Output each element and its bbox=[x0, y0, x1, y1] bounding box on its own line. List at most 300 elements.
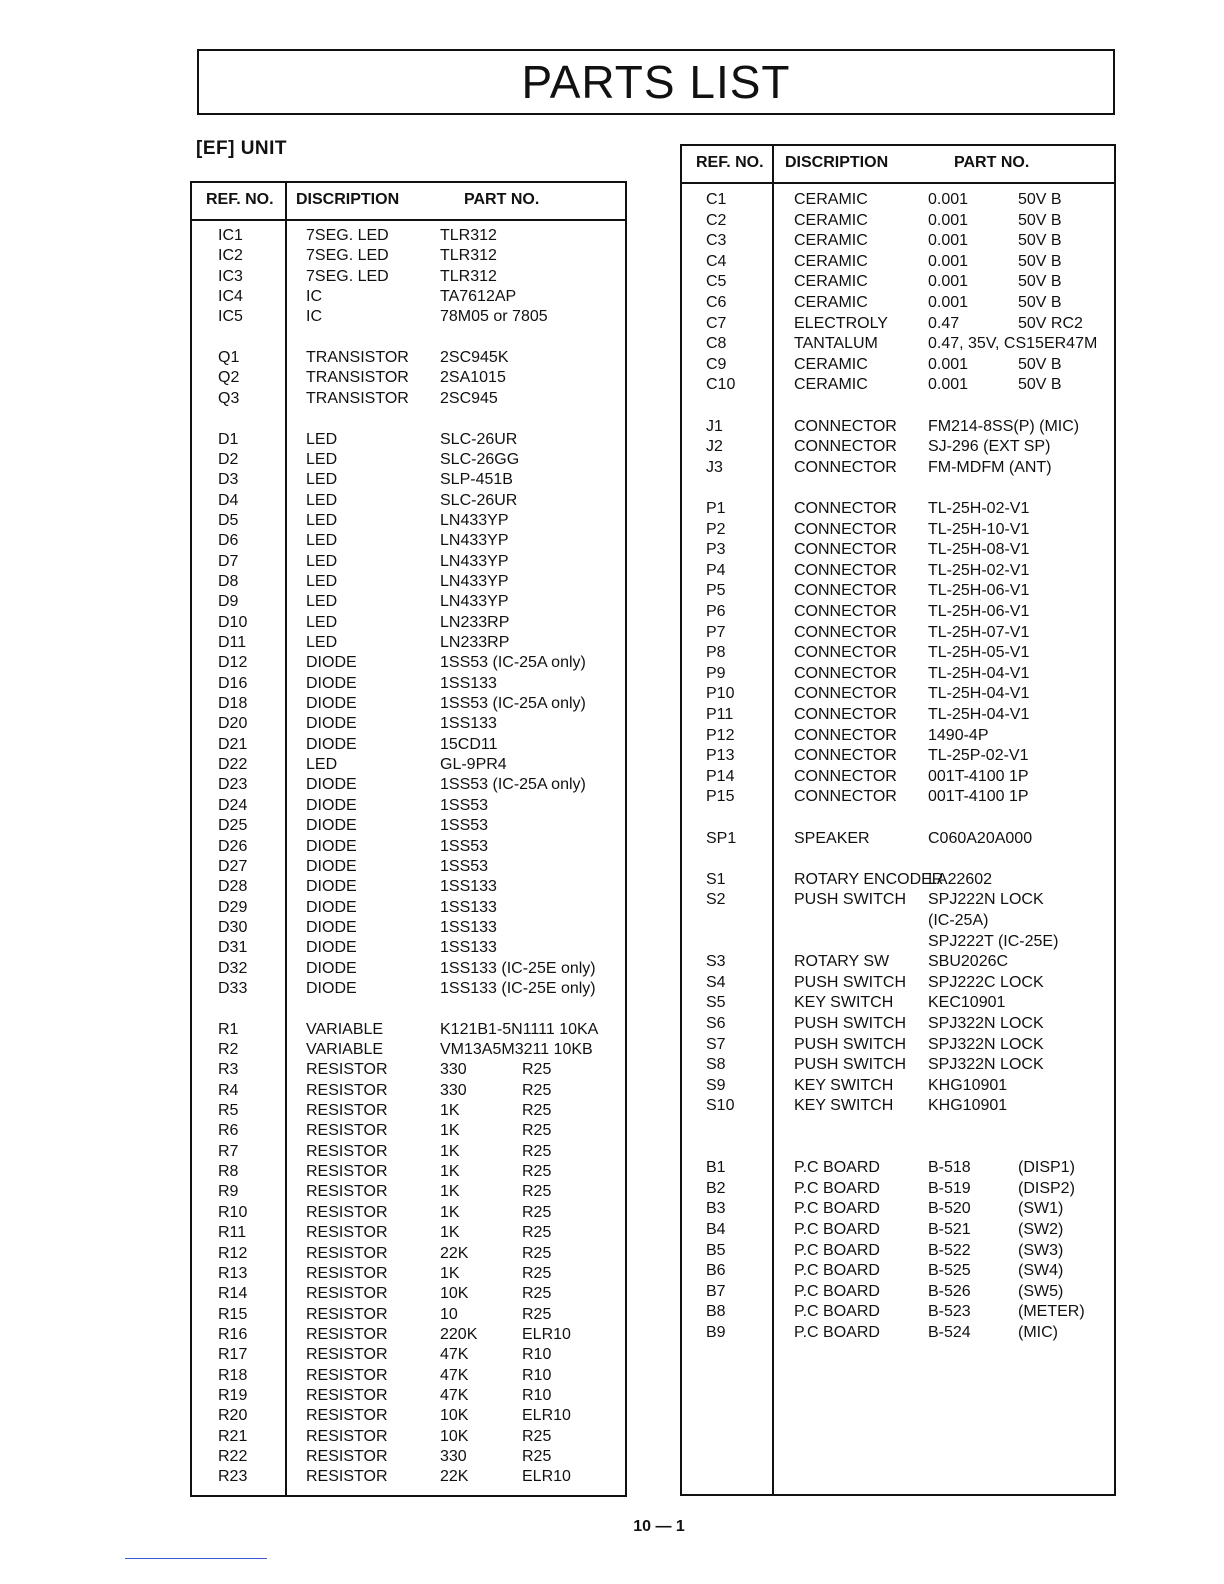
ref-cell: D21 bbox=[218, 735, 248, 753]
table-row bbox=[682, 726, 1114, 746]
spec-cell: R25 bbox=[522, 1203, 552, 1221]
ref-cell: S1 bbox=[706, 870, 726, 888]
ref-cell: P15 bbox=[706, 788, 735, 806]
part-cell: TLR312 bbox=[440, 247, 497, 265]
table-row bbox=[192, 959, 625, 979]
part-cell: SLC-26GG bbox=[440, 450, 520, 468]
ref-cell: P13 bbox=[706, 747, 735, 765]
part-cell: 1SS53 (IC-25A only) bbox=[440, 776, 586, 794]
page-number: 10 — 1 bbox=[633, 1518, 685, 1535]
part-cell: B-526 bbox=[928, 1282, 971, 1300]
spec-cell: ELR10 bbox=[522, 1325, 571, 1343]
part-cell: 2SA1015 bbox=[440, 369, 506, 387]
table-row bbox=[192, 1101, 625, 1121]
table-row bbox=[682, 643, 1114, 663]
part-cell: SPJ222T (IC-25E) bbox=[928, 932, 1059, 950]
part-cell: 0.001 bbox=[928, 376, 969, 394]
ref-cell: B2 bbox=[706, 1179, 726, 1197]
left-table-header bbox=[192, 183, 625, 221]
desc-cell: CONNECTOR bbox=[794, 520, 897, 538]
desc-cell: P.C BOARD bbox=[794, 1159, 880, 1177]
part-cell: 10K bbox=[440, 1407, 469, 1425]
desc-cell: CERAMIC bbox=[794, 273, 868, 291]
desc-header: DISCRIPTION bbox=[785, 154, 889, 171]
part-cell: B-521 bbox=[928, 1221, 971, 1238]
ref-cell: IC3 bbox=[218, 267, 243, 285]
desc-cell: DIODE bbox=[306, 715, 357, 733]
ref-cell: P3 bbox=[706, 541, 726, 559]
spec-cell: 50V B bbox=[1018, 376, 1062, 394]
desc-cell: TANTALUM bbox=[794, 335, 878, 353]
ref-cell: R6 bbox=[218, 1122, 239, 1140]
part-cell: 1SS133 (IC-25E only) bbox=[440, 959, 596, 977]
part-cell: 1SS53 bbox=[440, 837, 489, 855]
table-row bbox=[192, 572, 625, 592]
desc-cell: CONNECTOR bbox=[794, 582, 897, 600]
table-row bbox=[192, 307, 625, 327]
desc-cell: CONNECTOR bbox=[794, 664, 897, 682]
spec-cell: R25 bbox=[522, 1183, 552, 1201]
spec-cell: 50V B bbox=[1018, 355, 1062, 373]
table-row bbox=[682, 1179, 1114, 1199]
desc-cell: CERAMIC bbox=[794, 211, 868, 229]
ref-cell: P10 bbox=[706, 685, 735, 703]
part-cell: 1SS133 bbox=[440, 939, 497, 957]
ref-cell: S6 bbox=[706, 1015, 726, 1032]
part-cell: SPJ222C LOCK bbox=[928, 973, 1044, 991]
ref-cell: S3 bbox=[706, 953, 726, 971]
part-cell: 1SS53 bbox=[440, 796, 489, 814]
ref-cell: IC2 bbox=[218, 247, 243, 265]
desc-cell: RESISTOR bbox=[306, 1244, 388, 1262]
ref-cell: S7 bbox=[706, 1035, 726, 1053]
table-row bbox=[192, 816, 625, 836]
table-row bbox=[682, 437, 1114, 457]
spec-cell: 50V B bbox=[1018, 252, 1062, 270]
table-row bbox=[192, 1305, 625, 1325]
spec-cell: R25 bbox=[522, 1305, 552, 1323]
table-row bbox=[682, 932, 1114, 952]
table-row bbox=[192, 674, 625, 694]
part-cell: 0.47 bbox=[928, 314, 960, 332]
ref-cell: D28 bbox=[218, 878, 248, 896]
ref-cell: R3 bbox=[218, 1061, 239, 1079]
table-row bbox=[192, 918, 625, 938]
table-row bbox=[682, 1323, 1114, 1343]
table-row bbox=[682, 993, 1114, 1013]
desc-cell: RESISTOR bbox=[306, 1163, 388, 1181]
table-row bbox=[682, 1261, 1114, 1281]
table-row bbox=[682, 190, 1114, 210]
part-cell: TA7612AP bbox=[440, 288, 517, 306]
part-cell: 1K bbox=[440, 1224, 460, 1242]
part-cell: 1SS133 bbox=[440, 898, 497, 916]
desc-cell: LED bbox=[306, 491, 338, 509]
part-cell: 001T-4100 1P bbox=[928, 788, 1029, 806]
part-cell: LN433YP bbox=[440, 532, 509, 550]
spec-cell: (SW3) bbox=[1018, 1241, 1064, 1259]
table-row bbox=[682, 417, 1114, 437]
ref-cell: C6 bbox=[706, 294, 727, 311]
table-row bbox=[682, 1096, 1114, 1116]
ref-cell: B4 bbox=[706, 1221, 726, 1238]
table-row bbox=[192, 450, 625, 470]
spec-cell: R25 bbox=[522, 1142, 552, 1160]
ref-cell: D9 bbox=[218, 593, 239, 611]
table-row bbox=[682, 1241, 1114, 1261]
table-row bbox=[682, 602, 1114, 622]
desc-cell: VARIABLE bbox=[306, 1020, 384, 1038]
desc-cell: RESISTOR bbox=[306, 1102, 388, 1120]
part-cell: 1SS53 bbox=[440, 857, 489, 875]
part-cell: SPJ322N LOCK bbox=[928, 1015, 1044, 1032]
part-cell: 0.001 bbox=[928, 252, 969, 270]
ref-cell: R15 bbox=[218, 1305, 248, 1323]
desc-cell: CONNECTOR bbox=[794, 623, 897, 641]
desc-cell: LED bbox=[306, 532, 338, 550]
desc-cell: LED bbox=[306, 634, 338, 651]
ref-cell: S2 bbox=[706, 891, 726, 909]
desc-cell: CONNECTOR bbox=[794, 603, 897, 620]
ref-cell: D24 bbox=[218, 796, 248, 814]
table-row bbox=[682, 911, 1114, 931]
ref-cell: D2 bbox=[218, 450, 239, 468]
ref-cell: P14 bbox=[706, 767, 735, 785]
desc-cell: KEY SWITCH bbox=[794, 1076, 894, 1094]
desc-cell: CONNECTOR bbox=[794, 438, 897, 456]
desc-header: DISCRIPTION bbox=[296, 191, 400, 208]
ref-cell: B1 bbox=[706, 1159, 726, 1177]
part-cell: 1SS133 (IC-25E only) bbox=[440, 979, 596, 997]
part-cell: TL-25H-04-V1 bbox=[928, 685, 1030, 703]
table-row bbox=[682, 540, 1114, 560]
desc-cell: CERAMIC bbox=[794, 355, 868, 373]
desc-cell: PUSH SWITCH bbox=[794, 973, 906, 991]
ref-cell: R4 bbox=[218, 1081, 239, 1099]
spec-cell: 50V B bbox=[1018, 211, 1062, 229]
desc-cell: DIODE bbox=[306, 735, 357, 753]
table-row bbox=[682, 1158, 1114, 1178]
desc-cell: CERAMIC bbox=[794, 232, 868, 250]
part-cell: 1SS53 bbox=[440, 817, 489, 835]
desc-cell: DIODE bbox=[306, 898, 357, 916]
part-cell: B-525 bbox=[928, 1262, 971, 1280]
desc-cell: P.C BOARD bbox=[794, 1262, 880, 1280]
part-cell: 1K bbox=[440, 1183, 460, 1201]
desc-cell: LED bbox=[306, 593, 338, 611]
ref-cell: C1 bbox=[706, 191, 727, 208]
ref-cell: R1 bbox=[218, 1020, 239, 1038]
part-cell: (IC-25A) bbox=[928, 912, 989, 929]
part-cell: 1K bbox=[440, 1163, 460, 1181]
ref-cell: D18 bbox=[218, 695, 248, 713]
ref-cell: P5 bbox=[706, 582, 726, 600]
desc-cell: DIODE bbox=[306, 959, 357, 977]
table-row bbox=[192, 1162, 625, 1182]
ref-cell: P4 bbox=[706, 561, 726, 579]
desc-cell: CONNECTOR bbox=[794, 747, 897, 765]
part-cell: 220K bbox=[440, 1325, 478, 1343]
part-cell: GL-9PR4 bbox=[440, 756, 507, 774]
ref-cell: R7 bbox=[218, 1142, 239, 1160]
ref-cell: P11 bbox=[706, 706, 734, 723]
table-row bbox=[682, 684, 1114, 704]
part-cell: LN433YP bbox=[440, 552, 509, 570]
table-row bbox=[192, 531, 625, 551]
table-row bbox=[682, 623, 1114, 643]
part-cell: 1SS53 (IC-25A only) bbox=[440, 654, 586, 672]
desc-cell: 7SEG. LED bbox=[306, 267, 389, 285]
part-cell: SPJ322N LOCK bbox=[928, 1035, 1044, 1053]
ref-cell: P6 bbox=[706, 603, 726, 620]
desc-cell: CONNECTOR bbox=[794, 561, 897, 579]
desc-cell: RESISTOR bbox=[306, 1305, 388, 1323]
part-cell: SJ-296 (EXT SP) bbox=[928, 438, 1051, 456]
desc-cell: CONNECTOR bbox=[794, 541, 897, 559]
table-row bbox=[192, 857, 625, 877]
desc-cell: RESISTOR bbox=[306, 1285, 388, 1303]
desc-cell: ROTARY ENCODER bbox=[794, 870, 944, 888]
table-row bbox=[192, 1121, 625, 1141]
ref-cell: C4 bbox=[706, 252, 727, 270]
table-row bbox=[682, 458, 1114, 478]
part-header: PART NO. bbox=[954, 154, 1030, 171]
desc-cell: LED bbox=[306, 450, 338, 468]
ref-cell: D26 bbox=[218, 837, 248, 855]
desc-cell: LED bbox=[306, 511, 338, 529]
part-cell: 1K bbox=[440, 1142, 460, 1160]
ref-cell: D8 bbox=[218, 572, 239, 590]
ref-cell: R12 bbox=[218, 1244, 248, 1262]
spec-cell: R25 bbox=[522, 1448, 552, 1465]
ref-cell: B5 bbox=[706, 1241, 726, 1259]
part-cell: TLR312 bbox=[440, 227, 497, 244]
ref-cell: C2 bbox=[706, 211, 727, 229]
ref-cell: P12 bbox=[706, 726, 735, 744]
ref-cell: D20 bbox=[218, 715, 248, 733]
part-cell: 1SS133 bbox=[440, 674, 497, 692]
part-cell: 0.001 bbox=[928, 232, 969, 250]
ref-cell: Q3 bbox=[218, 389, 240, 407]
table-row bbox=[192, 1223, 625, 1243]
table-row bbox=[192, 1264, 625, 1284]
table-row bbox=[192, 226, 625, 246]
table-row bbox=[192, 511, 625, 531]
desc-cell: ROTARY SW bbox=[794, 953, 890, 971]
desc-cell: RESISTOR bbox=[306, 1264, 388, 1282]
spec-cell: (METER) bbox=[1018, 1303, 1085, 1321]
part-cell: 1490-4P bbox=[928, 726, 989, 744]
part-cell: KHG10901 bbox=[928, 1097, 1008, 1115]
table-row bbox=[682, 973, 1114, 993]
ref-cell: J1 bbox=[706, 417, 723, 435]
ref-cell: R5 bbox=[218, 1102, 239, 1120]
spec-cell: R25 bbox=[522, 1264, 552, 1282]
table-row bbox=[682, 746, 1114, 766]
ref-cell: C10 bbox=[706, 376, 736, 394]
table-row bbox=[682, 1014, 1114, 1034]
table-row bbox=[192, 287, 625, 307]
part-cell: 22K bbox=[440, 1468, 469, 1486]
desc-cell: CERAMIC bbox=[794, 252, 868, 270]
ref-cell: D11 bbox=[218, 634, 247, 651]
ref-cell: D23 bbox=[218, 776, 248, 794]
table-row bbox=[682, 1220, 1114, 1240]
part-cell: B-519 bbox=[928, 1179, 971, 1197]
spec-cell: R25 bbox=[522, 1102, 552, 1120]
table-row bbox=[192, 877, 625, 897]
table-row bbox=[192, 1406, 625, 1426]
ref-cell: D7 bbox=[218, 552, 239, 570]
ref-cell: S10 bbox=[706, 1097, 735, 1115]
part-cell: LN433YP bbox=[440, 572, 509, 590]
ref-cell: IC1 bbox=[218, 227, 243, 244]
table-row bbox=[682, 1199, 1114, 1219]
table-row bbox=[682, 1055, 1114, 1075]
ref-cell: D1 bbox=[218, 430, 239, 448]
part-cell: C060A20A000 bbox=[928, 829, 1033, 847]
part-cell: 15CD11 bbox=[440, 735, 498, 753]
table-row bbox=[192, 1325, 625, 1345]
ref-cell: D10 bbox=[218, 613, 248, 631]
ref-cell: D4 bbox=[218, 491, 239, 509]
desc-cell: RESISTOR bbox=[306, 1224, 388, 1242]
spec-cell: 50V B bbox=[1018, 294, 1062, 311]
part-cell: 78M05 or 7805 bbox=[440, 308, 548, 326]
desc-cell: RESISTOR bbox=[306, 1122, 388, 1140]
part-cell: TL-25H-06-V1 bbox=[928, 582, 1030, 600]
part-cell: 001T-4100 1P bbox=[928, 767, 1029, 785]
ref-cell: SP1 bbox=[706, 829, 737, 847]
desc-cell: CONNECTOR bbox=[794, 500, 897, 517]
spec-cell: R10 bbox=[522, 1366, 552, 1384]
desc-cell: TRANSISTOR bbox=[306, 369, 409, 387]
ref-cell: C9 bbox=[706, 355, 727, 373]
spec-cell: (SW4) bbox=[1018, 1262, 1064, 1280]
part-cell: 330 bbox=[440, 1448, 467, 1465]
table-row bbox=[192, 1142, 625, 1162]
desc-cell: LED bbox=[306, 572, 338, 590]
desc-cell: PUSH SWITCH bbox=[794, 891, 906, 909]
table-row bbox=[682, 664, 1114, 684]
desc-cell: PUSH SWITCH bbox=[794, 1035, 906, 1053]
table-row bbox=[682, 870, 1114, 890]
part-cell: 0.001 bbox=[928, 211, 969, 229]
desc-cell: P.C BOARD bbox=[794, 1303, 880, 1321]
table-row bbox=[192, 735, 625, 755]
spec-cell: R25 bbox=[522, 1163, 552, 1181]
desc-cell: CERAMIC bbox=[794, 376, 868, 394]
ref-cell: B6 bbox=[706, 1262, 726, 1280]
part-cell: 47K bbox=[440, 1386, 469, 1404]
part-cell: FM214-8SS(P) (MIC) bbox=[928, 417, 1080, 435]
table-row bbox=[192, 1366, 625, 1386]
table-row bbox=[192, 348, 625, 368]
desc-cell: DIODE bbox=[306, 979, 357, 997]
part-cell: SPJ322N LOCK bbox=[928, 1056, 1044, 1074]
desc-cell: RESISTOR bbox=[306, 1081, 388, 1099]
part-cell: K121B1-5N1111 10KA bbox=[440, 1020, 599, 1038]
desc-cell: DIODE bbox=[306, 857, 357, 875]
part-cell: TL-25H-02-V1 bbox=[928, 500, 1030, 517]
part-cell: 330 bbox=[440, 1081, 467, 1099]
ref-cell: R8 bbox=[218, 1163, 239, 1181]
desc-cell: LED bbox=[306, 552, 338, 570]
table-row bbox=[192, 755, 625, 775]
desc-cell: RESISTOR bbox=[306, 1325, 388, 1343]
desc-cell: SPEAKER bbox=[794, 829, 870, 847]
ref-cell: D12 bbox=[218, 654, 248, 672]
ref-cell: R18 bbox=[218, 1366, 248, 1384]
desc-cell: DIODE bbox=[306, 918, 357, 936]
desc-cell: P.C BOARD bbox=[794, 1324, 880, 1341]
table-row bbox=[682, 829, 1114, 849]
desc-cell: TRANSISTOR bbox=[306, 389, 409, 407]
ref-cell: R11 bbox=[218, 1224, 247, 1242]
table-row bbox=[192, 979, 625, 999]
part-cell: TL-25H-05-V1 bbox=[928, 644, 1030, 662]
table-row bbox=[192, 1447, 625, 1467]
desc-cell: PUSH SWITCH bbox=[794, 1015, 906, 1032]
desc-cell: ELECTROLY bbox=[794, 314, 888, 332]
desc-cell: KEY SWITCH bbox=[794, 994, 894, 1012]
ref-cell: D29 bbox=[218, 898, 248, 916]
ref-cell: D3 bbox=[218, 471, 239, 489]
spec-cell: R10 bbox=[522, 1386, 552, 1404]
ref-header: REF. NO. bbox=[206, 191, 274, 208]
part-cell: B-524 bbox=[928, 1324, 971, 1341]
ref-cell: J3 bbox=[706, 458, 723, 476]
desc-cell: RESISTOR bbox=[306, 1386, 388, 1404]
spec-cell: R25 bbox=[522, 1061, 552, 1079]
part-cell: 330 bbox=[440, 1061, 467, 1079]
ref-cell: D31 bbox=[218, 939, 248, 957]
part-cell: FM-MDFM (ANT) bbox=[928, 458, 1052, 476]
ref-cell: D27 bbox=[218, 857, 248, 875]
ref-cell: S9 bbox=[706, 1076, 726, 1094]
desc-cell: RESISTOR bbox=[306, 1346, 388, 1364]
part-cell: VM13A5M3211 10KB bbox=[440, 1041, 593, 1058]
desc-cell: RESISTOR bbox=[306, 1468, 388, 1486]
part-cell: SPJ222N LOCK bbox=[928, 891, 1044, 909]
desc-cell: 7SEG. LED bbox=[306, 227, 389, 244]
desc-cell: RESISTOR bbox=[306, 1142, 388, 1160]
table-row bbox=[682, 231, 1114, 251]
table-row bbox=[682, 272, 1114, 292]
table-row bbox=[192, 592, 625, 612]
ref-cell: S4 bbox=[706, 973, 726, 991]
table-row bbox=[192, 1081, 625, 1101]
part-cell: SBU2026C bbox=[928, 953, 1009, 971]
ref-cell: D30 bbox=[218, 918, 248, 936]
right-table-header bbox=[682, 146, 1114, 184]
ref-cell: D5 bbox=[218, 511, 239, 529]
part-cell: 0.001 bbox=[928, 273, 969, 291]
desc-cell: CONNECTOR bbox=[794, 458, 897, 476]
table-row bbox=[192, 1386, 625, 1406]
left-parts-table bbox=[190, 181, 627, 1497]
desc-cell: PUSH SWITCH bbox=[794, 1056, 906, 1074]
spec-cell: (DISP2) bbox=[1018, 1179, 1075, 1197]
desc-cell: P.C BOARD bbox=[794, 1241, 880, 1259]
spec-cell: R25 bbox=[522, 1427, 552, 1445]
table-row bbox=[682, 952, 1114, 972]
table-row bbox=[192, 1182, 625, 1202]
ref-cell: R14 bbox=[218, 1285, 248, 1303]
ref-cell: P9 bbox=[706, 664, 726, 682]
part-cell: B-518 bbox=[928, 1159, 971, 1177]
ref-cell: B8 bbox=[706, 1303, 726, 1321]
